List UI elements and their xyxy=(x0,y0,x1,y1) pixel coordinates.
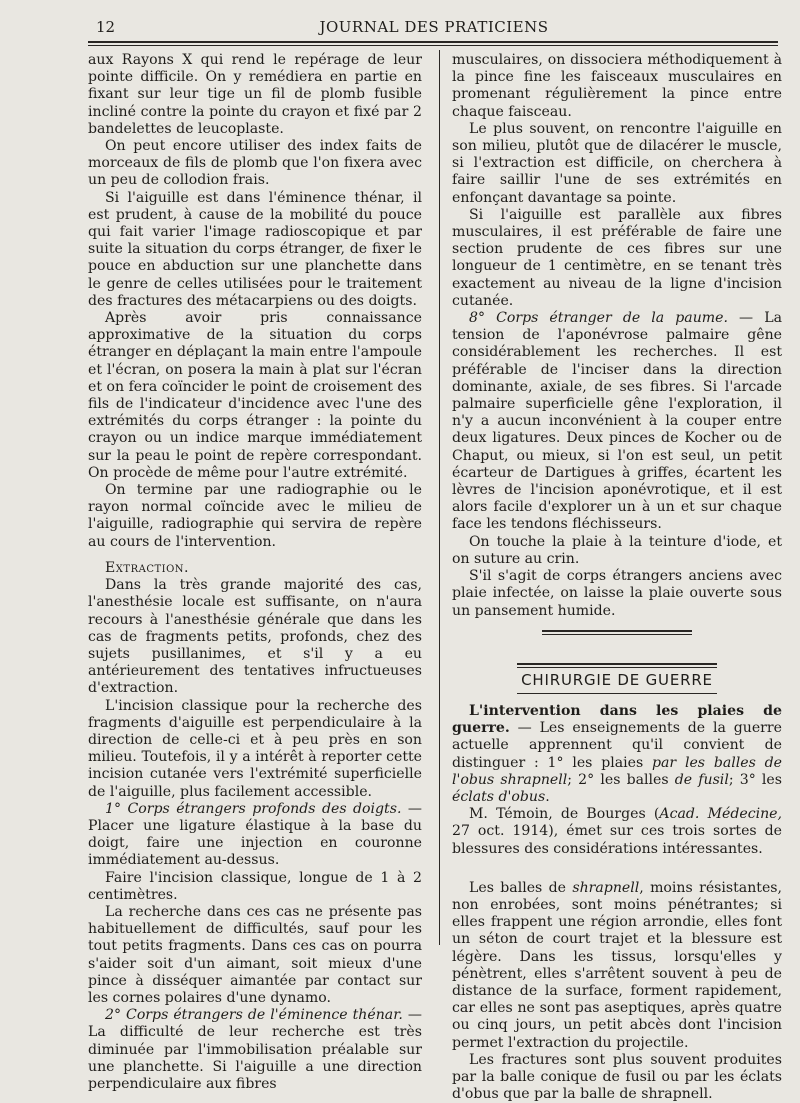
paragraph: L'incision classique pour la recherche des fragments d'aiguille est perpendiculaire à la direction de celle-ci et à peu près en son milieu. Toutefois, il y a intérêt à reporter cette incision cutanée vers l'extrémité superficielle de l'aiguille, plus facilement accessible. xyxy=(88,697,422,800)
paragraph: La recherche dans ces cas ne présente pas habituellement de difficultés, sauf pour les tout petits fragments. Dans ces cas on pourra s'aider soit d'un aimant, soit mieux d'une pince à disséquer aimantée par contact sur les cornes polaires d'une dynamo. xyxy=(88,903,422,1006)
paragraph xyxy=(452,880,782,1052)
end-rule xyxy=(542,630,692,632)
paragraph-text: , moins résistantes, non enrobées, sont moins pénétrantes; si elles frappent une région arrondie, elles font un séton de court trajet et la blessure est légère. Dans les tissus, lorsqu'elles y pénètrent, elles s'arrêtent souvent à peu de distance de la surface, forment rapidement, car elles ne sont pas aseptiques, après quatre ou cinq jours, un petit abcès dont l'incision permet l'extraction du projectile. xyxy=(452,879,782,1051)
end-rule-thin xyxy=(542,634,692,635)
paragraph-text: M. Témoin, de Bourges ( xyxy=(469,806,660,823)
journal-title: JOURNAL DES PRATICIENS xyxy=(319,18,549,36)
column-divider xyxy=(439,50,440,945)
article-title: L'intervention dans les plaies de guerre. xyxy=(452,702,782,737)
paragraph: aux Rayons X qui rend le repérage de leur pointe difficile. On y remédiera en partie en fixant sur leur tige un fil de plomb fusible incliné contre la pointe du crayon et fixé par 2 bandelettes de leucoplaste. xyxy=(88,52,422,137)
subheading: 1° Corps étrangers profonds des doigts. xyxy=(105,800,402,817)
paragraph: Dans la très grande majorité des cas, l'anesthésie locale est suffisante, on n'aura recours à l'anesthésie générale que dans les cas de fragments petits, profonds, chez des sujets pusillanimes, et s'il y a eu antérieurement des tentatives infructueuses d'extraction. xyxy=(88,577,422,697)
paragraph xyxy=(452,310,782,534)
left-column xyxy=(88,52,422,1093)
section-title: CHIRURGIE DE GUERRE xyxy=(521,670,713,689)
paragraph: On termine par une radiographie ou le rayon normal coïncide avec le milieu de l'aiguille, radiographie qui servira de repère au cours de l'intervention. xyxy=(88,482,422,550)
extraction-heading: Extraction. xyxy=(105,559,190,576)
right-column xyxy=(452,52,782,1103)
paragraph xyxy=(452,703,782,806)
paragraph: Si l'aiguille est parallèle aux fibres musculaires, il est préférable de faire une section prudente de ces fibres sur une longueur de 1 centimètre, en se tenant très exactement au niveau de la ligne d'incision cutanée. xyxy=(452,206,782,309)
paragraph-text: Acad. Médecine, xyxy=(659,806,782,823)
subheading: 2° Corps étrangers de l'éminence thénar. xyxy=(105,1007,403,1024)
header-rule-thin xyxy=(88,45,778,46)
paragraph: S'il s'agit de corps étrangers anciens avec plaie infectée, on laisse la plaie ouverte sous un pansement humide. xyxy=(452,568,782,619)
paragraph-text: Les balles de xyxy=(469,879,573,896)
section-header xyxy=(452,663,782,694)
paragraph-text: — La difficulté de leur recherche est très diminuée par l'immobilisation préalable sur une planchette. Si l'aiguille a une direction perpendiculaire aux fibres xyxy=(88,1007,422,1092)
paragraph-text: ; 3° les xyxy=(728,771,782,788)
paragraph: On touche la plaie à la teinture d'iode, et on suture au crin. xyxy=(452,533,782,567)
paragraph-text: par les balles de l'obus shrapnell xyxy=(452,754,782,788)
paragraph xyxy=(88,1007,422,1093)
paragraph: musculaires, on dissociera méthodiquement à la pince fine les faisceaux musculaires en promenant régulièrement la pince entre chaque faisceau. xyxy=(452,52,782,120)
paragraph: Si l'aiguille est dans l'éminence thénar, il est prudent, à cause de la mobilité du pouce qui fait varier l'image radioscopique et par suite la situation du corps étranger, de fixer le pouce en abduction sur une planchette dans le genre de celles utilisées pour le traitement des fractures des métacarpiens ou des doigts. xyxy=(88,189,422,309)
paragraph: On peut encore utiliser des index faits de morceaux de fils de plomb que l'on fixera avec un peu de collodion frais. xyxy=(88,138,422,189)
paragraph-text: ; 2° les balles xyxy=(567,771,675,788)
page-number: 12 xyxy=(96,18,116,36)
paragraph: Faire l'incision classique, longue de 1 à 2 centimètres. xyxy=(88,869,422,903)
paragraph-text: — Les enseignements de la guerre actuelle apprennent qu'il convient de distinguer : 1° les plaies xyxy=(452,720,782,771)
paragraph-text: — La tension de l'aponévrose palmaire gêne considérablement les recherches. Il est préférable de l'inciser dans la direction dominante, axiale, de ses fibres. Si l'arcade palmaire superficielle gêne l'exploration, il n'y a aucun inconvénient à la couper entre deux ligatures. Deux pinces de Kocher ou de Chaput, ou mieux, si l'on est seul, un petit écarteur de Dartigues à griffes, écartent les lèvres de l'incision aponévrotique, et il est alors facile d'explorer un à un et sur chaque face les tendons fléchisseurs. xyxy=(452,310,782,533)
paragraph: Les fractures sont plus souvent produites par la balle conique de fusil ou par les éclats d'obus que par la balle de shrapnell. xyxy=(452,1051,782,1103)
paragraph-text: 27 oct. 1914), émet sur ces trois sortes de blessures des considérations intéressantes. xyxy=(452,823,782,857)
paragraph: Le plus souvent, on rencontre l'aiguille en son milieu, plutôt que de dilacérer le muscle, si l'extraction est difficile, on cherchera à faire saillir l'une de ses extrémités en enfonçant davantage sa pointe. xyxy=(452,120,782,206)
paragraph: Après avoir pris connaissance approximative de la situation du corps étranger en déplaçant la main entre l'ampoule et l'écran, on posera la main à plat sur l'écran et on fera coïncider le point de croisement des fils de l'indicateur d'incidence avec l'une des extrémités du corps étranger : la pointe du crayon ou un indice marque immédiatement sur la peau le point de repère correspondant. On procède de même pour l'autre extrémité. xyxy=(88,310,422,481)
paragraph-text: éclats d'obus xyxy=(452,788,546,805)
page-header xyxy=(88,14,780,40)
paragraph-text: shrapnell xyxy=(572,879,640,896)
paragraph-text: . xyxy=(545,788,550,805)
header-rule xyxy=(88,41,778,43)
paragraph xyxy=(88,801,422,870)
paragraph xyxy=(452,806,782,858)
paragraph-text: —Placer une ligature élastique à la base du doigt, faire une injection en couronne immédiatement au-dessus. xyxy=(88,800,422,869)
paragraph-text: de fusil xyxy=(674,771,729,788)
subheading: 8° Corps étranger de la paume. xyxy=(469,310,728,327)
